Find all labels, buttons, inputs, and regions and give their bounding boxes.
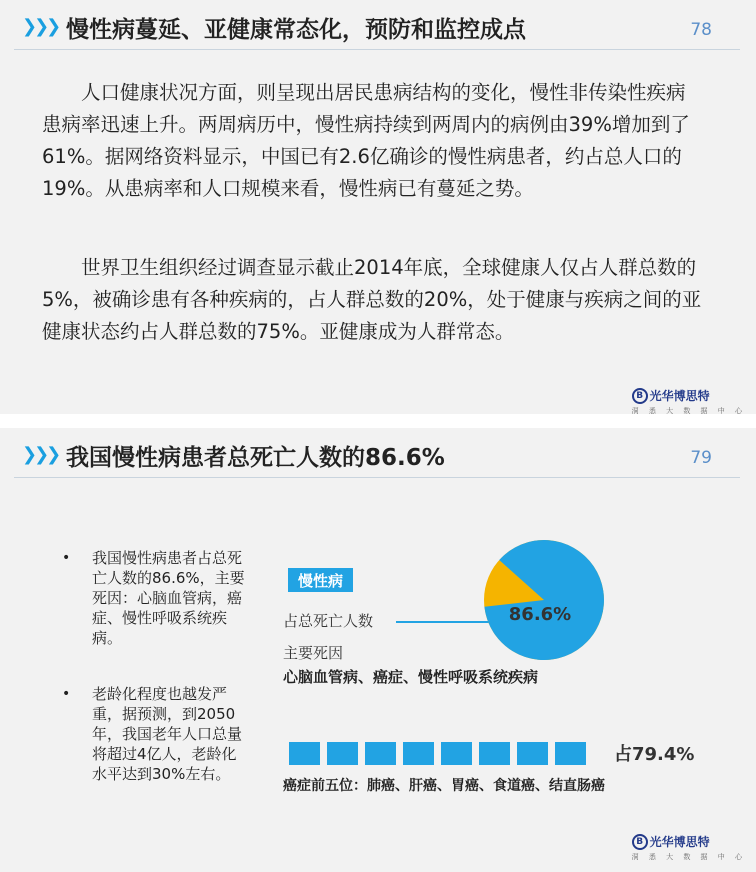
header-divider: [14, 477, 740, 478]
logo-subtitle: 洞 悉 大 数 据 中 心: [631, 407, 746, 414]
death-share-label: 占总死亡人数: [283, 612, 374, 630]
pie-value-label: 86.6%: [508, 604, 572, 625]
chevrons-right-icon: ❯❯❯: [22, 16, 59, 37]
bullet-item: • 我国慢性病患者占总死亡人数的86.6%，主要死因：心脑血管病，癌症、慢性呼吸系统疾病。: [40, 548, 250, 648]
bullet-list: [40, 684, 250, 784]
share-square: [441, 742, 472, 765]
logo-b-icon: B: [632, 388, 648, 404]
bullet-item: • 老龄化程度也越发严重，据预测，到2050年，我国老年人口总量将超过4亿人，老龄化水平达到30%左右。: [40, 684, 250, 784]
logo-b-icon: B: [632, 834, 648, 850]
share-square: [327, 742, 358, 765]
chevrons-right-icon: ❯❯❯: [22, 444, 59, 465]
brand-logo: [632, 387, 746, 414]
share-square: [289, 742, 320, 765]
chronic-disease-tag: 慢性病: [288, 568, 353, 592]
header-divider: [14, 49, 740, 50]
share-square: [479, 742, 510, 765]
paragraph-1: 人口健康状况方面，则呈现出居民患病结构的变化，慢性非传染性疾病患病率迅速上升。两周病历中，慢性病持续到两周内的病例由39%增加到了61%。据网络资料显示，中国已有2.6亿确诊的慢性病患者，约占总人口的19%。从患病率和人口规模来看，慢性病已有蔓延之势。: [42, 81, 690, 200]
main-causes: 心脑血管病、癌症、慢性呼吸系统疾病: [283, 668, 539, 686]
cancer-share-label: 占79.4%: [614, 744, 695, 765]
slide-header: [0, 428, 756, 478]
share-square: [403, 742, 434, 765]
logo-subtitle: 洞 悉 大 数 据 中 心: [631, 853, 746, 861]
slide-79: [0, 428, 756, 872]
page-number: 78: [690, 20, 712, 40]
cancer-top5: 癌症前五位：肺癌、肝癌、胃癌、食道癌、结直肠癌: [283, 778, 605, 794]
logo-text: 光华博思特: [649, 389, 710, 403]
brand-logo: [632, 833, 746, 862]
slide-title: 我国慢性病患者总死亡人数的86.6%: [66, 445, 445, 471]
death-share-pie: [484, 540, 604, 660]
bullet-list: [40, 548, 250, 648]
slide-title: 慢性病蔓延、亚健康常态化，预防和监控成点: [66, 17, 526, 43]
connector-line: [396, 621, 492, 623]
slide-header: [0, 0, 756, 50]
share-square: [365, 742, 396, 765]
logo-text: 光华博思特: [649, 835, 710, 849]
paragraph-2: 世界卫生组织经过调查显示截止2014年底，全球健康人仅占人群总数的5%，被确诊患有各种疾病的，占人群总数的20%，处于健康与疾病之间的亚健康状态约占人群总数的75%。亚健康成为人群常态。: [42, 256, 702, 343]
slide-78: [0, 0, 756, 414]
share-square: [555, 742, 586, 765]
page-number: 79: [690, 448, 712, 468]
share-square: [517, 742, 548, 765]
main-cause-label: 主要死因: [283, 644, 344, 662]
